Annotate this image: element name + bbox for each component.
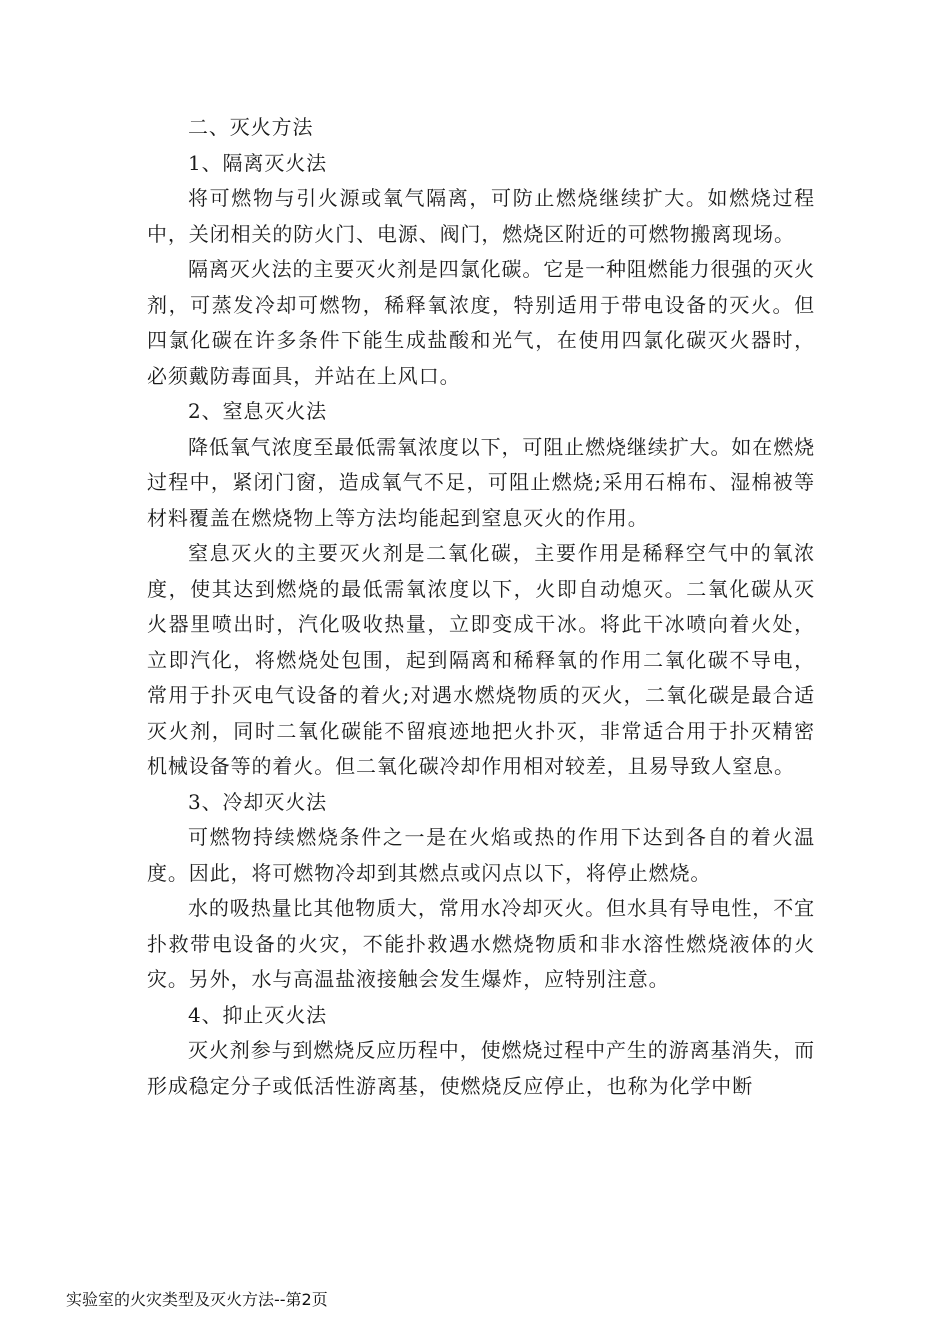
method-suffocation <box>147 394 815 785</box>
method-heading: 4、抑止灭火法 <box>188 1002 328 1027</box>
paragraph: 将可燃物与引火源或氧气隔离，可防止燃烧继续扩大。如燃烧过程中，关闭相关的防火门、电源、阀门，燃烧区附近的可燃物搬离现场。 <box>147 186 815 246</box>
method-heading: 3、冷却灭火法 <box>188 789 328 814</box>
paragraph: 窒息灭火的主要灭火剂是二氧化碳，主要作用是稀释空气中的氧浓度，使其达到燃烧的最低需氧浓度以下，火即自动熄灭。二氧化碳从灭火器里喷出时，汽化吸收热量，立即变成干冰。将此干冰喷向着火处，立即汽化，将燃烧处包围，起到隔离和稀释氧的作用二氧化碳不导电，常用于扑灭电气设备的着火;对遇水燃烧物质的灭火，二氧化碳是最合适灭火剂，同时二氧化碳能不留痕迹地把火扑灭，非常适合用于扑灭精密机械设备等的着火。但二氧化碳冷却作用相对较差，且易导致人窒息。 <box>147 541 815 778</box>
paragraph: 水的吸热量比其他物质大，常用水冷却灭火。但水具有导电性，不宜扑救带电设备的火灾，不能扑救遇水燃烧物质和非水溶性燃烧液体的火灾。另外，水与高温盐液接触会发生爆炸，应特别注意。 <box>147 896 815 991</box>
method-isolation <box>147 146 815 395</box>
paragraph: 降低氧气浓度至最低需氧浓度以下，可阻止燃烧继续扩大。如在燃烧过程中，紧闭门窗，造成氧气不足，可阻止燃烧;采用石棉布、湿棉被等材料覆盖在燃烧物上等方法均能起到窒息灭火的作用。 <box>147 434 815 530</box>
page-body <box>147 110 815 1104</box>
method-cooling <box>147 785 815 998</box>
page-footer: 实验室的火灾类型及灭火方法--第2页 <box>66 1290 328 1309</box>
paragraph: 可燃物持续燃烧条件之一是在火焰或热的作用下达到各自的着火温度。因此，将可燃物冷却到其燃点或闪点以下，将停止燃烧。 <box>147 825 815 885</box>
paragraph: 灭火剂参与到燃烧反应历程中，使燃烧过程中产生的游离基消失，而形成稳定分子或低活性游离基，使燃烧反应停止，也称为化学中断 <box>147 1038 815 1098</box>
section-title: 二、灭火方法 <box>188 115 314 139</box>
paragraph: 隔离灭火法的主要灭火剂是四氯化碳。它是一种阻燃能力很强的灭火剂，可蒸发冷却可燃物，稀释氧浓度，特别适用于带电设备的灭火。但四氯化碳在许多条件下能生成盐酸和光气，在使用四氯化碳灭火器时，必须戴防毒面具，并站在上风口。 <box>147 257 815 388</box>
method-inhibition <box>147 998 815 1105</box>
method-heading: 2、窒息灭火法 <box>188 399 328 423</box>
method-heading: 1、隔离灭火法 <box>188 150 328 175</box>
